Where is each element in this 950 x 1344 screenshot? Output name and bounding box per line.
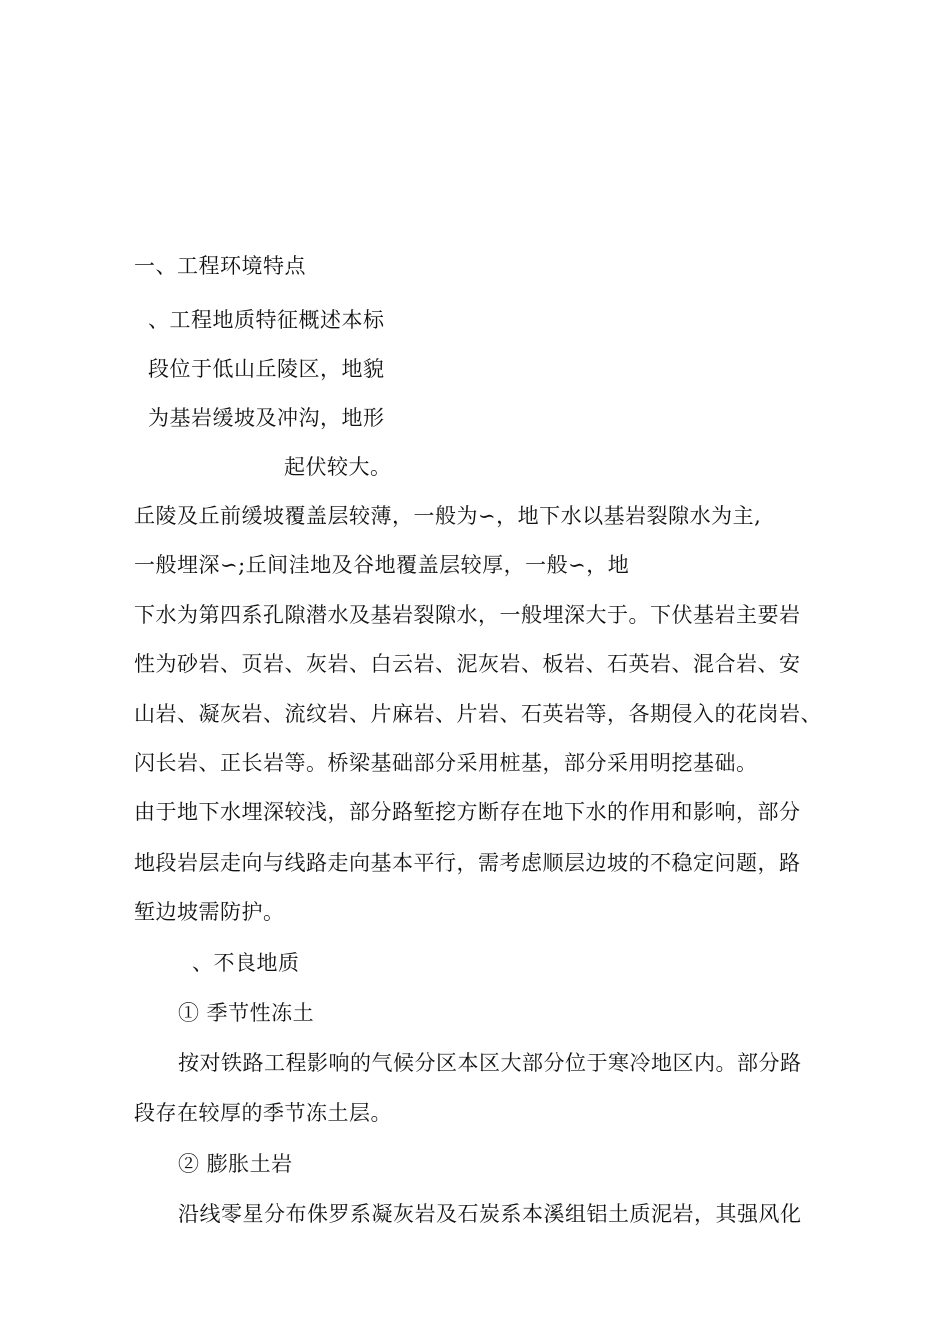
paragraph-line: 闪长岩、正长岩等。桥梁基础部分采用桩基，部分采用明挖基础。 xyxy=(134,751,758,775)
item-heading-frozen-soil: ① 季节性冻土 xyxy=(178,1001,315,1025)
paragraph-line: 为基岩缓坡及冲沟，地形 xyxy=(148,406,385,430)
paragraph-line: 下水为第四系孔隙潜水及基岩裂隙水，一般埋深大于。下伏基岩主要岩 xyxy=(134,603,801,627)
subsection-heading-adverse-geology: 、不良地质 xyxy=(192,951,300,975)
paragraph-line: 一般埋深∽;丘间洼地及谷地覆盖层较厚，一般∽，地 xyxy=(134,553,630,577)
paragraph-line: 起伏较大。 xyxy=(284,455,392,479)
paragraph-line: 段存在较厚的季节冻土层。 xyxy=(134,1101,392,1125)
subsection-heading-geology: 、工程地质特征概述本标 xyxy=(148,308,385,332)
paragraph-line: 段位于低山丘陵区，地貌 xyxy=(148,357,385,381)
paragraph-line: 性为砂岩、页岩、灰岩、白云岩、泥灰岩、板岩、石英岩、混合岩、安 xyxy=(134,652,801,676)
paragraph-line: 由于地下水埋深较浅，部分路堑挖方断存在地下水的作用和影响，部分 xyxy=(134,800,801,824)
paragraph-line: 按对铁路工程影响的气候分区本区大部分位于寒冷地区内。部分路 xyxy=(178,1051,802,1075)
paragraph-line: 堑边坡需防护。 xyxy=(134,900,285,924)
paragraph-line: 山岩、凝灰岩、流纹岩、片麻岩、片岩、石英岩等，各期侵入的花岗岩、 xyxy=(134,702,822,726)
item-heading-expansive-soil: ② 膨胀土岩 xyxy=(178,1152,293,1176)
paragraph-line: 沿线零星分布侏罗系凝灰岩及石炭系本溪组铝土质泥岩，其强风化 xyxy=(178,1202,802,1226)
paragraph-line: 地段岩层走向与线路走向基本平行，需考虑顺层边坡的不稳定问题，路 xyxy=(134,851,801,875)
paragraph-line: 丘陵及丘前缓坡覆盖层较薄，一般为∽，地下水以基岩裂隙水为主, xyxy=(134,504,762,528)
section-heading-1: 一、工程环境特点 xyxy=(134,254,306,278)
